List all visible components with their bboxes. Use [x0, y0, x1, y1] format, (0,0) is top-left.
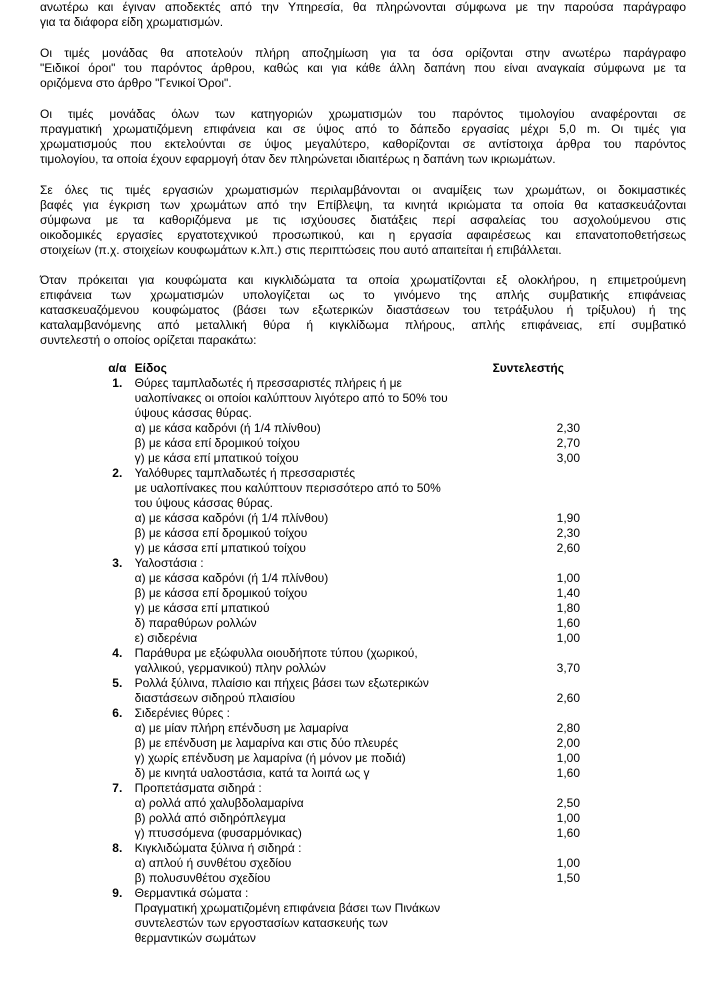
- row-coefficient: 2,80: [556, 721, 580, 735]
- row-description: γ) χωρίς επένδυση με λαμαρίνα (ή μόνον με ποδιά): [134, 751, 406, 765]
- row-coefficient: [493, 376, 610, 391]
- row-coefficient: 1,00: [556, 811, 580, 825]
- row-description: Σιδερένιες θύρες :: [134, 706, 230, 720]
- paragraph-3: [40, 107, 686, 167]
- row-number: [100, 721, 135, 736]
- row-description: συντελεστών των εργοστασίων κατασκευής των: [134, 916, 388, 930]
- text-line: Οι τιμές μονάδας θα αποτελούν πλήρη αποζημίωση για τα όσα ορίζονται στην ανωτέρω παράγραφο: [40, 46, 686, 60]
- row-number: [100, 661, 135, 676]
- row-number: [100, 481, 135, 496]
- row-description: Προπετάσματα σιδηρά :: [134, 781, 262, 795]
- row-description: β) με κάσσα επί δρομικού τοίχου: [134, 526, 308, 540]
- row-number: 4.: [112, 646, 123, 660]
- row-description: α) ρολλά από χαλυβδολαμαρίνα: [134, 796, 304, 810]
- table-row: [100, 676, 610, 691]
- row-description: α) απλού ή συνθέτου σχεδίου: [134, 856, 292, 870]
- text-line: κατασκευαζόμενου κουφώματος (βάσει των εξωτερικών διαστάσεων του τετράξυλου ή τρίξυλου) ή της: [40, 303, 686, 317]
- table-row: [100, 916, 610, 931]
- row-number: [100, 751, 135, 766]
- coefficients-table: [100, 361, 610, 946]
- table-row: [100, 421, 610, 436]
- paragraph-4: [40, 183, 686, 258]
- row-coefficient: 3,00: [556, 451, 580, 465]
- row-coefficient: 2,70: [556, 436, 580, 450]
- row-description: α) με κάσσα καδρόνι (ή 1/4 πλίνθου): [134, 571, 329, 585]
- row-number: 7.: [112, 781, 123, 795]
- table-row: [100, 931, 610, 946]
- paragraph-1: [40, 0, 686, 30]
- row-coefficient: 1,00: [556, 751, 580, 765]
- table-row: [100, 691, 610, 706]
- row-coefficient: [493, 706, 610, 721]
- row-coefficient: 1,00: [556, 571, 580, 585]
- table-row: [100, 871, 610, 886]
- row-coefficient: 2,30: [556, 421, 580, 435]
- row-number: [100, 856, 135, 871]
- row-description: γ) πτυσσόμενα (φυσαρμόνικας): [134, 826, 302, 840]
- row-description: με υαλοπίνακες που καλύπτουν περισσότερο από το 50%: [134, 481, 441, 495]
- row-number: [100, 601, 135, 616]
- row-description: γαλλικού, γερμανικού) πλην ρολλών: [134, 661, 326, 675]
- row-number: 1.: [112, 376, 123, 390]
- row-number: [100, 541, 135, 556]
- row-number: 8.: [112, 841, 123, 855]
- row-description: α) με κάσα καδρόνι (ή 1/4 πλίνθου): [134, 421, 321, 435]
- text-line: συντελεστή ο οποίος ορίζεται παρακάτω:: [40, 333, 257, 347]
- row-description: Παράθυρα με εξώφυλλα οιουδήποτε τύπου (χωρικού,: [134, 646, 418, 660]
- row-coefficient: [493, 556, 610, 571]
- text-line: οικοδομικές εργασίες εργατοτεχνικού προσωπικού, και η εργασία αφαιρέσεως και επανατοποθετήσεως: [40, 228, 686, 242]
- row-coefficient: [493, 886, 610, 901]
- row-number: [100, 496, 135, 511]
- row-description: θερμαντικών σωμάτων: [134, 931, 256, 945]
- table-row: [100, 841, 610, 856]
- row-number: [100, 631, 135, 646]
- row-coefficient: [493, 781, 610, 796]
- row-description: Πραγματική χρωματιζομένη επιφάνεια βάσει των Πινάκων: [134, 901, 441, 915]
- table-row: [100, 901, 610, 916]
- row-description: Υαλοστάσια :: [134, 556, 204, 570]
- row-coefficient: 1,80: [556, 601, 580, 615]
- table-row: [100, 481, 610, 496]
- header-coefficient: Συντελεστής: [492, 361, 564, 375]
- text-line: βαφές για έγκριση των χρωμάτων από την Επίβλεψη, τα κινητά ικριώματα τα οποία θα κατασκευάζονται: [40, 198, 686, 212]
- row-coefficient: [493, 406, 610, 421]
- table-row: [100, 451, 610, 466]
- row-coefficient: 1,00: [556, 631, 580, 645]
- table-row: [100, 511, 610, 526]
- row-number: [100, 391, 135, 406]
- row-number: [100, 571, 135, 586]
- row-coefficient: 1,40: [556, 586, 580, 600]
- row-number: [100, 901, 135, 916]
- row-coefficient: [493, 391, 610, 406]
- table-row: [100, 856, 610, 871]
- row-number: [100, 811, 135, 826]
- header-number: α/α: [108, 361, 127, 375]
- row-coefficient: 1,60: [556, 616, 580, 630]
- table-row: [100, 526, 610, 541]
- row-description: ε) σιδερένια: [134, 631, 198, 645]
- header-type: Είδος: [134, 361, 167, 375]
- row-coefficient: 1,60: [556, 766, 580, 780]
- table-row: [100, 811, 610, 826]
- table-row: [100, 601, 610, 616]
- row-number: [100, 736, 135, 751]
- row-number: 3.: [112, 556, 123, 570]
- row-coefficient: 2,00: [556, 736, 580, 750]
- row-description: του ύψους κάσσας θύρας.: [134, 496, 274, 510]
- row-description: β) με επένδυση με λαμαρίνα και στις δύο πλευρές: [134, 736, 399, 750]
- row-number: 2.: [112, 466, 123, 480]
- row-description: β) με κάσα επί δρομικού τοίχου: [134, 436, 300, 450]
- table-row: [100, 661, 610, 676]
- text-line: ανωτέρω και έγιναν αποδεκτές από την Υπηρεσία, θα πληρώνονται σύμφωνα με την παρούσα παράγραφο: [40, 0, 686, 14]
- table-row: [100, 541, 610, 556]
- row-number: [100, 796, 135, 811]
- row-number: [100, 436, 135, 451]
- row-description: δ) παραθύρων ρολλών: [134, 616, 257, 630]
- row-number: [100, 511, 135, 526]
- text-line: Οι τιμές μονάδας όλων των κατηγοριών χρωματισμών του παρόντος τιμολογίου αναφέρονται σε: [40, 107, 686, 121]
- row-coefficient: 2,50: [556, 796, 580, 810]
- row-description: γ) με κάσα επί μπατικού τοίχου: [134, 451, 299, 465]
- text-line: επιφάνεια των χρωματισμών υπολογίζεται ως το γινόμενο της απλής συμβατικής επιφάνειας: [40, 288, 686, 302]
- row-coefficient: 2,60: [556, 541, 580, 555]
- text-line: οριζόμενα στο άρθρο "Γενικοί Όροι".: [40, 76, 232, 90]
- row-number: 6.: [112, 706, 123, 720]
- row-coefficient: [493, 646, 610, 661]
- row-description: δ) με κινητά υαλοστάσια, κατά τα λοιπά ως γ: [134, 766, 370, 780]
- row-number: 5.: [112, 676, 123, 690]
- row-number: [100, 871, 135, 886]
- table-row: [100, 886, 610, 901]
- row-coefficient: 1,60: [556, 826, 580, 840]
- table-row: [100, 646, 610, 661]
- row-description: Θερμαντικά σώματα :: [134, 886, 249, 900]
- table-row: [100, 571, 610, 586]
- table-row: [100, 586, 610, 601]
- table-row: [100, 376, 610, 391]
- row-number: [100, 406, 135, 421]
- row-number: [100, 526, 135, 541]
- row-description: β) ρολλά από σιδηρόπλεγμα: [134, 811, 286, 825]
- table-row: [100, 706, 610, 721]
- row-description: υαλοπίνακες οι οποίοι καλύπτουν λιγότερο από το 50% του: [134, 391, 448, 405]
- paragraph-2: [40, 46, 686, 91]
- paragraph-5: [40, 273, 686, 348]
- row-coefficient: [493, 481, 610, 496]
- text-line: για τα διάφορα είδη χρωματισμών.: [40, 15, 224, 29]
- row-description: γ) με κάσσα επί μπατικού τοίχου: [134, 541, 306, 555]
- row-description: β) με κάσσα επί δρομικού τοίχου: [134, 586, 308, 600]
- table-row: [100, 406, 610, 421]
- row-number: [100, 826, 135, 841]
- row-description: γ) με κάσσα επί μπατικού: [134, 601, 270, 615]
- row-number: [100, 421, 135, 436]
- row-coefficient: [493, 676, 610, 691]
- row-description: α) με κάσσα καδρόνι (ή 1/4 πλίνθου): [134, 511, 329, 525]
- table-row: [100, 766, 610, 781]
- table-row: [100, 721, 610, 736]
- table-row: [100, 556, 610, 571]
- text-line: πραγματική χρωματιζόμενη επιφάνεια και σε ύψος από το δάπεδο εργασίας μέχρι 5,0 m. Οι τιμές για: [40, 122, 686, 136]
- row-number: [100, 586, 135, 601]
- row-description: Υαλόθυρες ταμπλαδωτές ή πρεσσαριστές: [134, 466, 356, 480]
- table-row: [100, 796, 610, 811]
- text-line: χρωματισμούς που εκτελούνται σε ύψος μεγαλύτερο, καθορίζονται σε αντίστοιχα άρθρα του παρόντος: [40, 137, 686, 151]
- row-coefficient: [493, 901, 610, 916]
- text-line: καταλαμβανόμενης από μεταλλική θύρα ή κιγκλίδωμα πλήρους, απλής επιφάνειας, επί συμβατικό: [40, 318, 686, 332]
- text-line: τιμολογίου, τα οποία έχουν εφαρμογή όταν δεν πληρώνεται ιδιαιτέρως η δαπάνη των ικριωμάτων.: [40, 152, 556, 166]
- table-row: [100, 826, 610, 841]
- row-number: [100, 616, 135, 631]
- text-line: σύμφωνα με τα καθοριζόμενα με τις ισχύουσες διατάξεις περί ασφαλείας του ασχολούμενου στις: [40, 213, 686, 227]
- table-row: [100, 496, 610, 511]
- row-number: [100, 451, 135, 466]
- table-row: [100, 751, 610, 766]
- table-body: [100, 376, 610, 946]
- text-line: Όταν πρόκειται για κουφώματα και κιγκλιδώματα τα οποία χρωματίζονται εξ ολοκλήρου, η επιμετρούμενη: [40, 273, 686, 287]
- row-number: [100, 691, 135, 706]
- table-row: [100, 616, 610, 631]
- row-coefficient: 1,50: [556, 871, 580, 885]
- row-number: 9.: [112, 886, 123, 900]
- text-line: στοιχείων (π.χ. στοιχείων κουφωμάτων κ.λπ.) στις περιπτώσεις που αυτό απαιτείται ή επιβάλλεται.: [40, 243, 562, 257]
- row-coefficient: [493, 916, 610, 931]
- row-description: β) πολυσυνθέτου σχεδίου: [134, 871, 271, 885]
- row-description: α) με μίαν πλήρη επένδυση με λαμαρίνα: [134, 721, 349, 735]
- row-coefficient: [493, 931, 610, 946]
- row-number: [100, 931, 135, 946]
- row-coefficient: 1,90: [556, 511, 580, 525]
- row-description: Ρολλά ξύλινα, πλαίσιο και πήχεις βάσει των εξωτερικών: [134, 676, 429, 690]
- row-description: διαστάσεων σιδηρού πλαισίου: [134, 691, 296, 705]
- row-coefficient: [493, 466, 610, 481]
- row-coefficient: 2,30: [556, 526, 580, 540]
- row-description: Κιγκλιδώματα ξύλινα ή σιδηρά :: [134, 841, 302, 855]
- row-coefficient: [493, 841, 610, 856]
- table-row: [100, 631, 610, 646]
- row-coefficient: 1,00: [556, 856, 580, 870]
- table-row: [100, 436, 610, 451]
- row-number: [100, 766, 135, 781]
- row-number: [100, 916, 135, 931]
- row-coefficient: 3,70: [556, 661, 580, 675]
- table-header-row: [100, 361, 610, 376]
- row-coefficient: 2,60: [556, 691, 580, 705]
- row-description: ύψους κάσσας θύρας.: [134, 406, 252, 420]
- row-description: Θύρες ταμπλαδωτές ή πρεσσαριστές πλήρεις ή με: [134, 376, 402, 390]
- text-line: "Ειδικοί όροι" του παρόντος άρθρου, καθώς και για κάθε άλλη δαπάνη που είναι αναγκαία σύμφωνα με τα: [40, 61, 686, 75]
- table-row: [100, 466, 610, 481]
- row-coefficient: [493, 496, 610, 511]
- text-line: Σε όλες τις τιμές εργασιών χρωματισμών περιλαμβάνονται οι αναμίξεις των χρωμάτων, οι δοκιμαστικές: [40, 183, 686, 197]
- table-row: [100, 391, 610, 406]
- table-row: [100, 781, 610, 796]
- table-row: [100, 736, 610, 751]
